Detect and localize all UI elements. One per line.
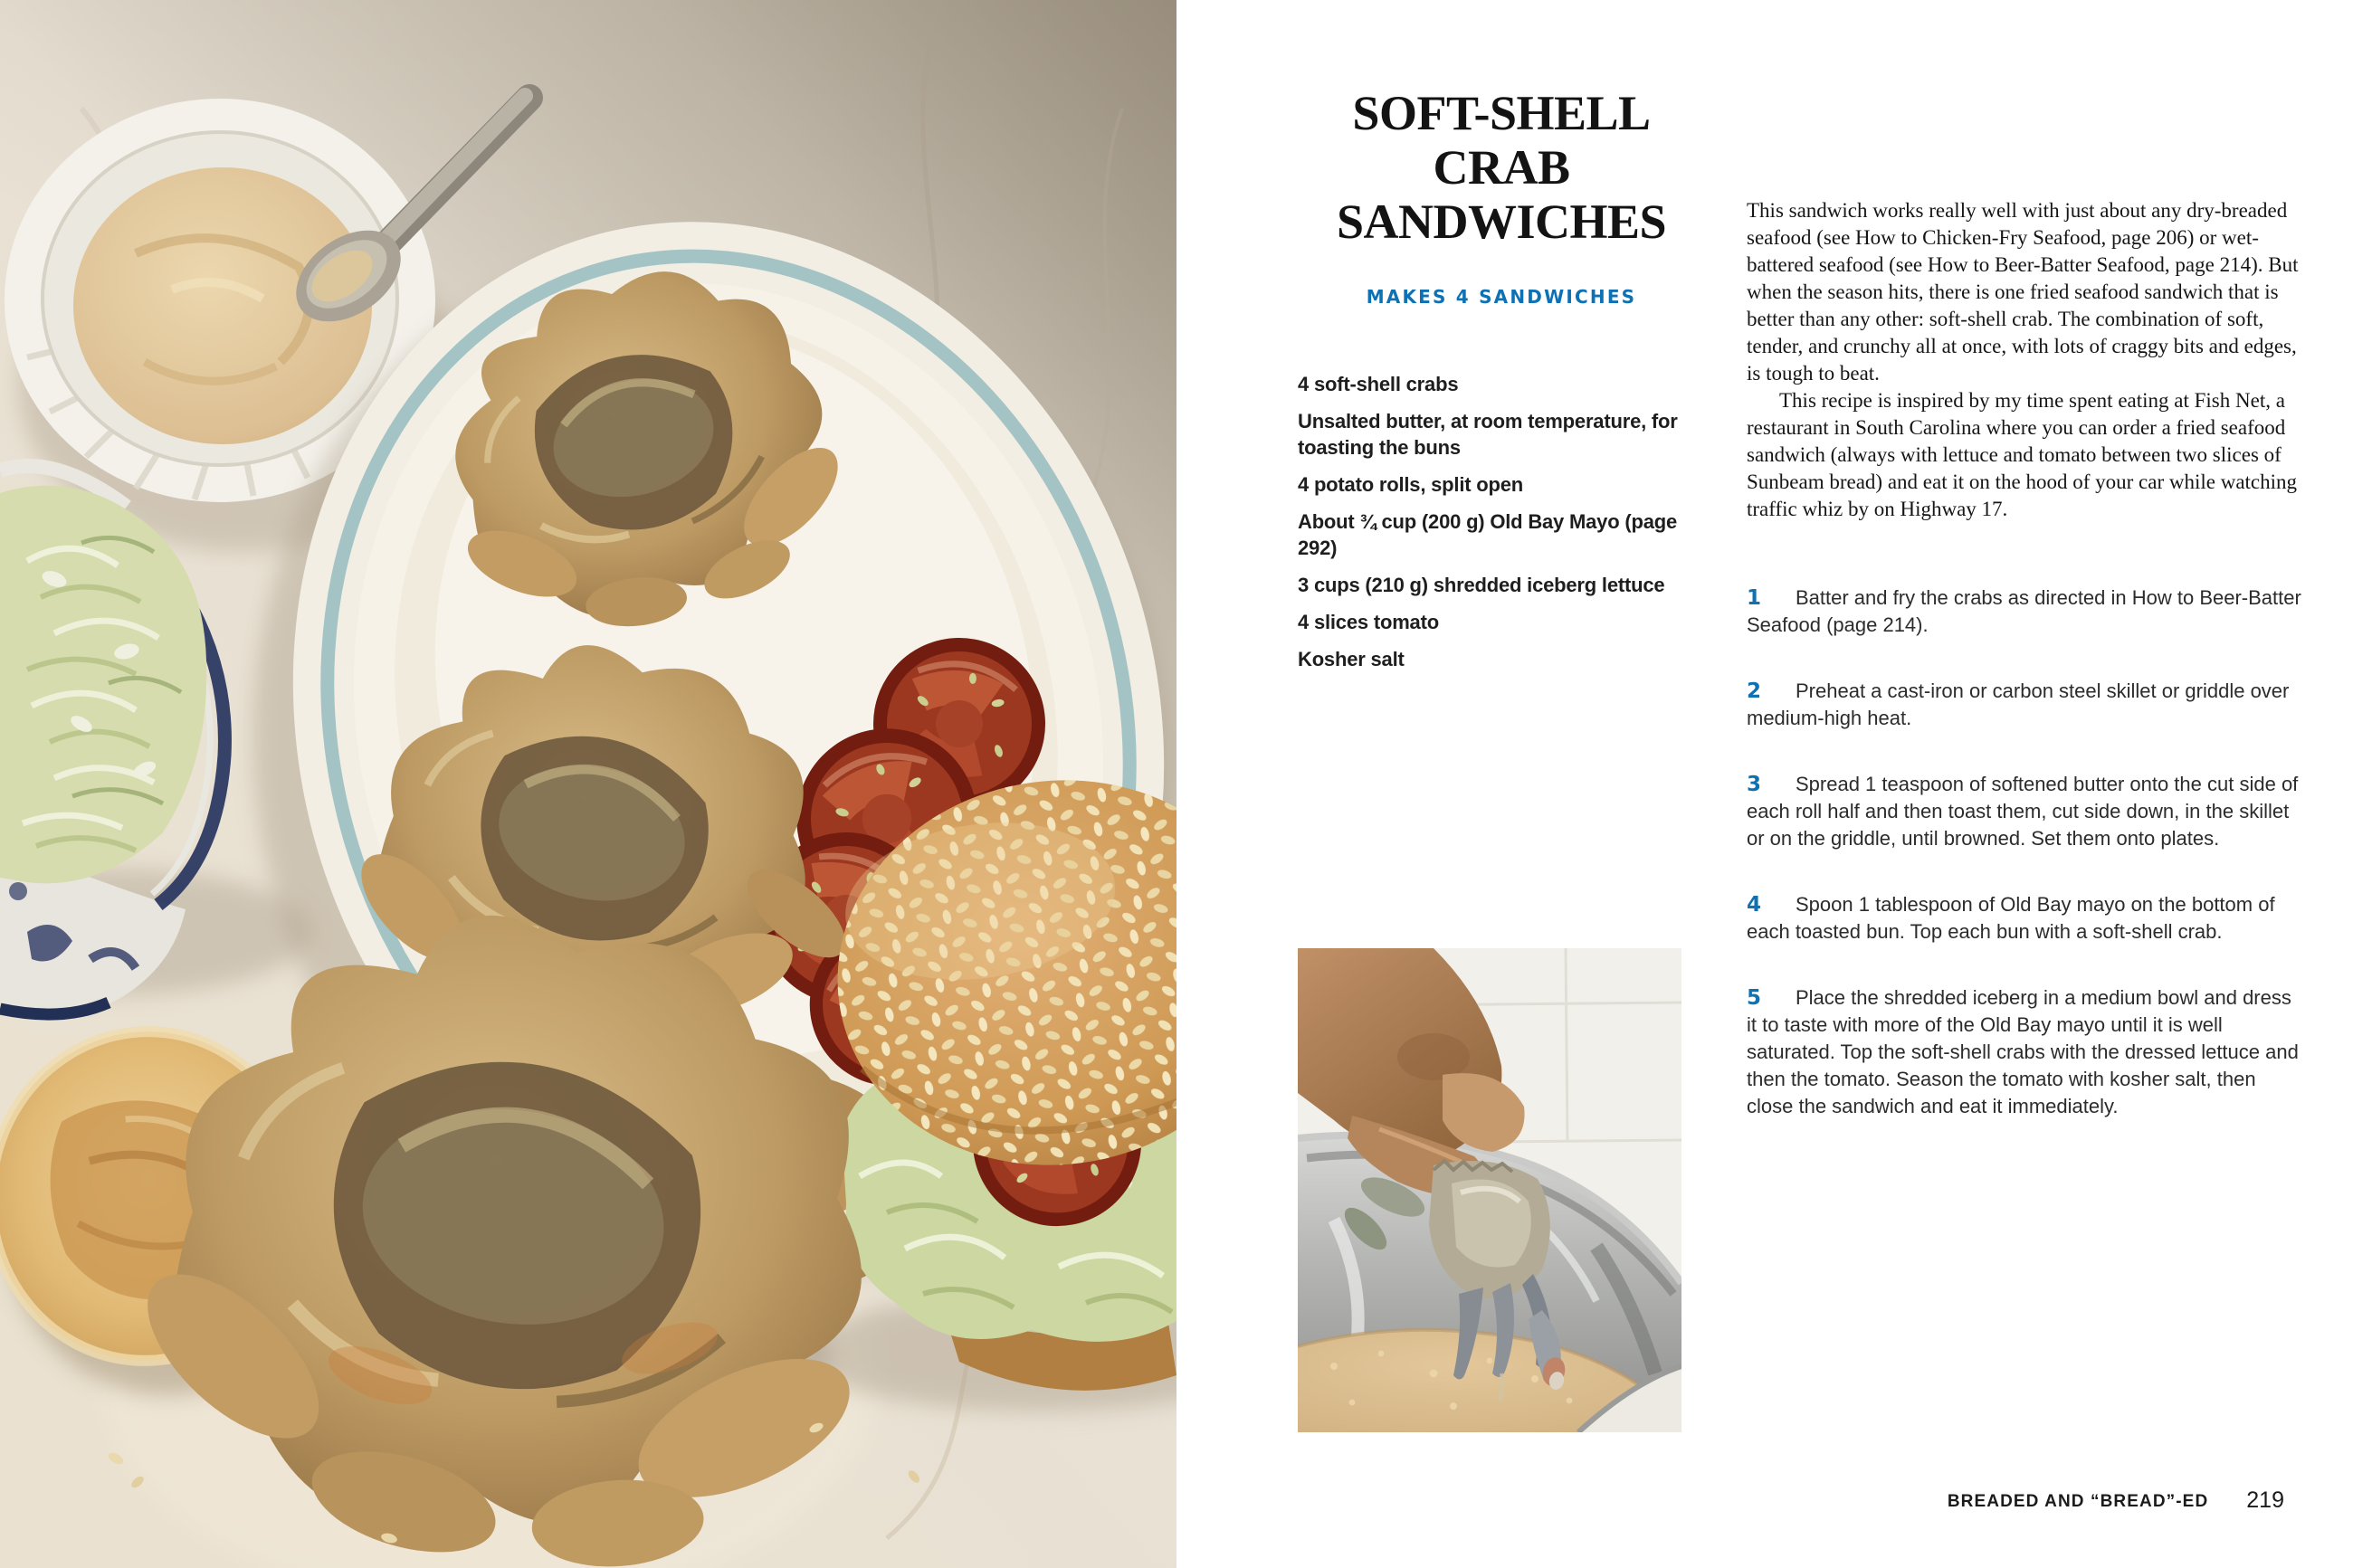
recipe-left-column (1298, 0, 1705, 683)
recipe-step (1747, 771, 2304, 852)
ingredient-item: 4 potato rolls, split open (1298, 473, 1524, 496)
step-text: Spread 1 teaspoon of softened butter onto the cut side of each roll half and then toast them, cut side down, in the skillet or on the griddle, until browned. Set them onto plates. (1747, 773, 2299, 850)
recipe-step (1747, 984, 2304, 1120)
recipe-title-line: SOFT-SHELL (1352, 86, 1651, 140)
step-number: 5 (1747, 986, 1762, 1010)
page-number: 219 (2246, 1487, 2284, 1513)
ingredient-item: 3 cups (210 g) shredded iceberg lettuce (1298, 574, 1665, 596)
recipe-steps (1747, 584, 2304, 1120)
step-number: 2 (1747, 679, 1762, 703)
footer-section-title: BREADED AND “BREAD”-ED (1947, 1492, 2209, 1511)
ingredient-item: Kosher salt (1298, 648, 1405, 670)
ingredient-list (1298, 371, 1705, 672)
inset-photo-illustration (1298, 948, 1681, 1432)
recipe-page (1176, 0, 2353, 1568)
recipe-yield: MAKES 4 SANDWICHES (1366, 286, 1637, 308)
ingredient-item: 4 slices tomato (1298, 611, 1439, 633)
step-text: Place the shredded iceberg in a medium bowl and dress it to taste with more of the Old Bay mayo until it is well saturated. Top the soft-shell crabs with the dressed lettuce and then the tomato. Season the tomato with kosher salt, then close the sandwich and eat it immediately. (1747, 986, 2299, 1117)
step-text: Preheat a cast-iron or carbon steel skillet or griddle over medium-high heat. (1747, 679, 2290, 729)
main-photo-soft-shell-crab-sandwiches (0, 0, 1176, 1568)
step-text: Spoon 1 tablespoon of Old Bay mayo on the bottom of each toasted bun. Top each bun with a soft-shell crab. (1747, 893, 2275, 943)
recipe-title (1298, 86, 1705, 249)
recipe-title-line: CRAB (1433, 140, 1570, 195)
ingredient-item: Unsalted butter, at room temperature, for toasting the buns (1298, 410, 1678, 459)
intro-paragraph: This recipe is inspired by my time spent eating at Fish Net, a restaurant in South Carolina where you can order a fried seafood sandwich (always with lettuce and tomato between two slices of Sunbeam bread) and eat it on the hood of your car while watching traffic whiz by on Highway 17. (1747, 389, 2298, 520)
intro-paragraph: This sandwich works really well with just about any dry-breaded seafood (see How to Chicken-Fry Seafood, page 206) or wet-battered seafood (see How to Beer-Batter Seafood, page 214). But when the season hits, there is one fried seafood sandwich that is better than any other: soft-shell crab. The combination of soft, tender, and crunchy all at once, with lots of craggy bits and edges, is tough to beat. (1747, 199, 2299, 385)
step-number: 3 (1747, 773, 1762, 796)
step-text: Batter and fry the crabs as directed in How to Beer-Batter Seafood (page 214). (1747, 586, 2301, 636)
recipe-intro (1747, 0, 2304, 523)
recipe-step (1747, 891, 2304, 946)
ingredient-item: 4 soft-shell crabs (1298, 373, 1459, 395)
inset-photo-battering-crab (1298, 948, 1681, 1432)
recipe-step (1747, 584, 2304, 639)
recipe-step (1747, 678, 2304, 732)
recipe-title-line: SANDWICHES (1336, 195, 1667, 249)
step-number: 4 (1747, 893, 1762, 917)
step-number: 1 (1747, 586, 1762, 610)
main-photo-illustration (0, 0, 1176, 1568)
ingredient-item: About ¾ cup (200 g) Old Bay Mayo (page 292) (1298, 510, 1678, 559)
recipe-right-column (1747, 0, 2304, 1159)
page-footer (1948, 1487, 2284, 1514)
